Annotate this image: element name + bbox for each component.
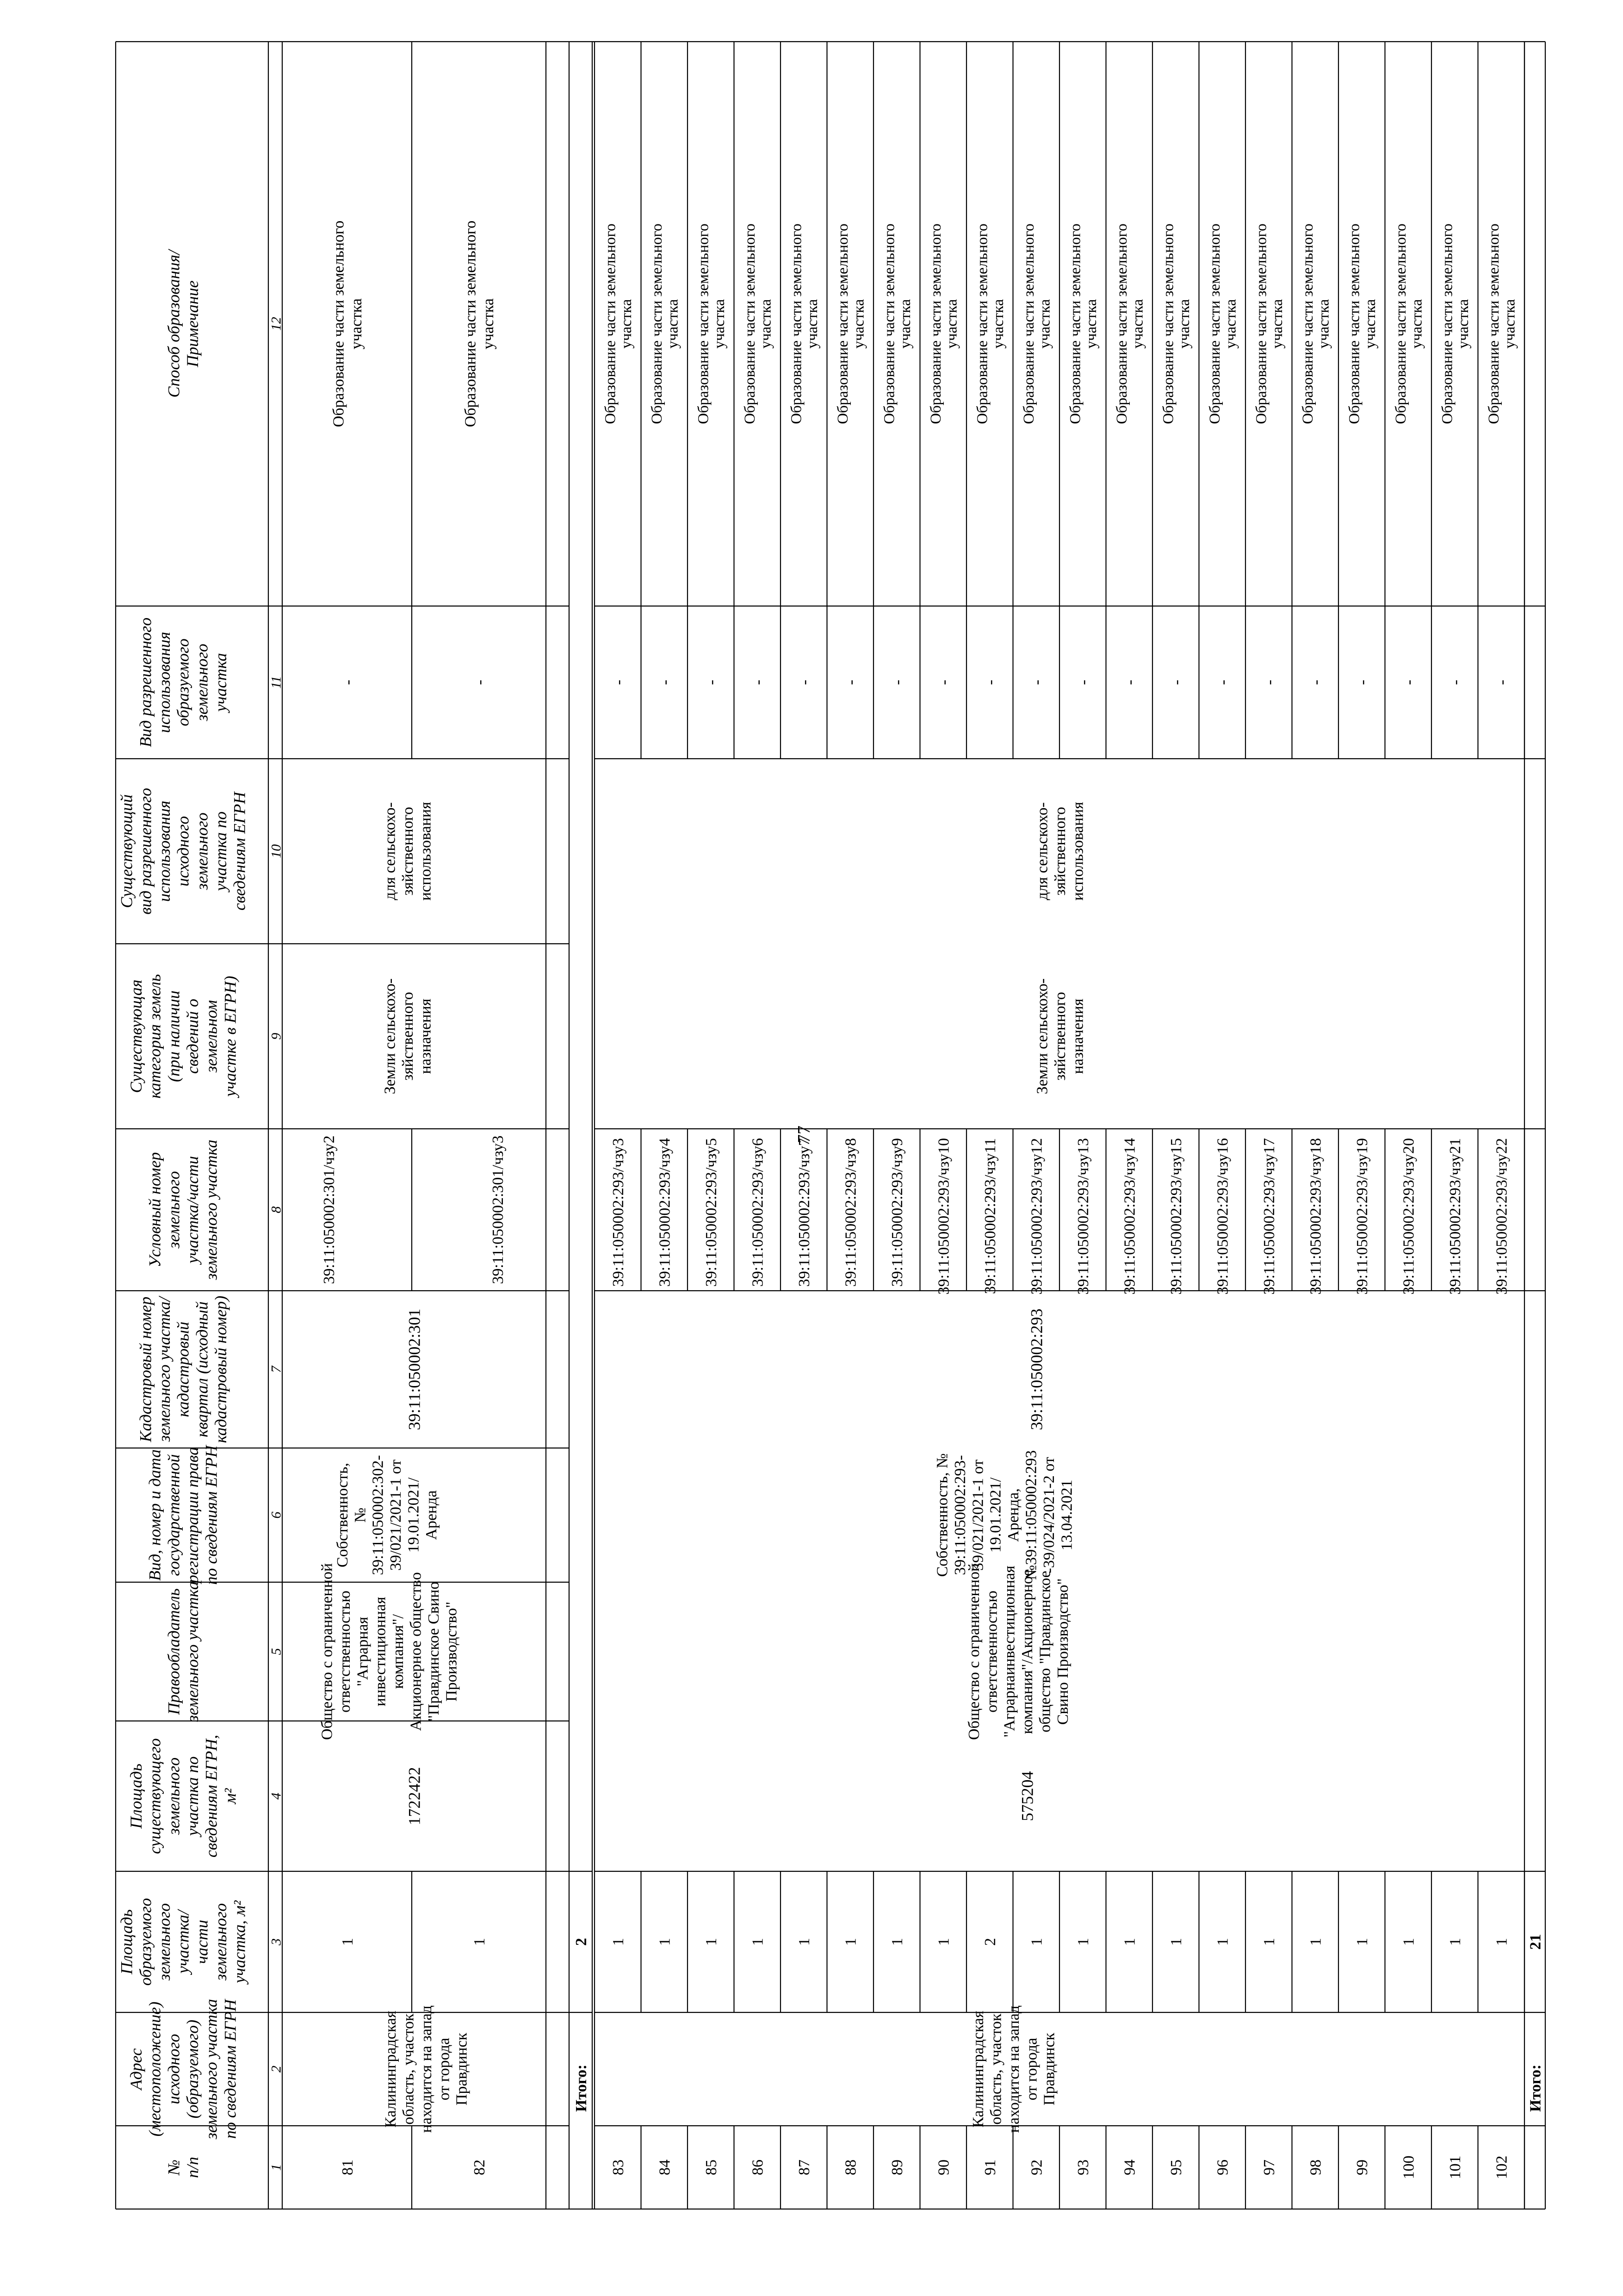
header-col-8: Условный номерземельногоучастка/частиземельного участка (145, 1139, 221, 1280)
header-col-1: №п/п (164, 2156, 202, 2178)
row-area: 1 (610, 1938, 627, 1946)
group1-total: 2 (572, 1938, 590, 1946)
col-number-9: 9 (268, 1033, 284, 1040)
row-formation-method: Образование части земельногоучастка (1485, 223, 1518, 424)
row-area: 1 (1075, 1938, 1092, 1946)
col-number-4: 4 (268, 1793, 284, 1800)
row-area: 1 (1354, 1938, 1371, 1946)
row-formation-method: Образование части земельногоучастка (1067, 223, 1100, 424)
row-area: 1 (842, 1938, 860, 1946)
group2-total-label: Итого: (1527, 2064, 1544, 2112)
row-number: 85 (703, 2160, 720, 2175)
row-permitted-use: - (1121, 680, 1139, 685)
row-area: 1 (749, 1938, 767, 1946)
row-conditional-number: 39:11:050002:293/чзу14 (1121, 1138, 1139, 1295)
row-area: 1 (935, 1938, 953, 1946)
row-area: 1 (1168, 1938, 1185, 1946)
row-formation-method: Образование части земельногоучастка (602, 223, 635, 424)
row-permitted-use: - (1261, 680, 1278, 685)
row-conditional-number: 39:11:050002:293/чзу20 (1400, 1138, 1418, 1295)
row-number: 82 (471, 2160, 488, 2175)
col-number-12: 12 (268, 317, 284, 331)
row-area: 1 (889, 1938, 906, 1946)
group2-cadastral-number: 39:11:050002:293 (1027, 1308, 1046, 1430)
row-conditional-number: 39:11:050002:293/чзу7 (796, 1138, 813, 1287)
row-area: 1 (1493, 1938, 1511, 1946)
row-formation-method: Образование части земельногоучастка (1113, 223, 1146, 424)
row-number: 101 (1447, 2155, 1464, 2179)
col-number-1: 1 (268, 2164, 284, 2171)
header-col-3: Площадьобразуемогоземельногоучастка/частиземельногоучастка, м² (117, 1898, 249, 1986)
page-number: 77 (794, 1126, 814, 1143)
row-number: 81 (339, 2160, 356, 2175)
row-formation-method: Образование части земельногоучастка (1020, 223, 1053, 424)
col-number-5: 5 (268, 1648, 284, 1655)
row-number: 100 (1400, 2155, 1418, 2179)
row-formation-method: Образование части земельногоучастка (1160, 223, 1193, 424)
row-number: 92 (1028, 2160, 1046, 2175)
header-col-2: Адрес(местоположение)исходного(образуемого)земельного участкапо сведениям ЕГРН (126, 1999, 240, 2140)
row-permitted-use: - (703, 680, 720, 685)
group1-owner: Общество с ограниченнойответственностью"Аграрнаяинвестиционнаякомпания"/Акционерное общество"Правдинское СвиноПроизводство" (318, 1563, 460, 1740)
header-col-10: Существующийвид разрешенногоиспользованияисходногоземельногоучастка посведениям ЕГРН (117, 788, 249, 915)
row-formation-method: Образование части земельногоучастка (974, 223, 1007, 424)
row-number: 98 (1307, 2160, 1325, 2175)
col-number-7: 7 (268, 1366, 284, 1373)
row-number: 89 (889, 2160, 906, 2175)
header-col-11: Вид разрешенногоиспользованияобразуемогоземельногоучастка (136, 617, 230, 748)
group1-existing-area: 1722422 (405, 1767, 424, 1826)
row-area: 1 (1400, 1938, 1418, 1946)
row-number: 90 (935, 2160, 953, 2175)
col-number-3: 3 (268, 1938, 284, 1945)
row-area: 1 (1214, 1938, 1232, 1946)
row-permitted-use: - (1168, 680, 1185, 685)
col-number-10: 10 (268, 844, 284, 858)
group1-cadastral-number: 39:11:050002:301 (405, 1308, 424, 1430)
row-conditional-number: 39:11:050002:293/чзу5 (703, 1138, 720, 1287)
header-col-6: Вид, номер и датагосударственнойрегистрации правапо сведениям ЕГРН (145, 1445, 221, 1585)
row-conditional-number: 39:11:050002:293/чзу12 (1028, 1138, 1046, 1295)
row-formation-method: Образование части земельногоучастка (881, 223, 914, 424)
row-permitted-use: - (796, 680, 813, 685)
row-permitted-use: - (842, 680, 860, 685)
row-permitted-use: - (1028, 680, 1046, 685)
row-number: 88 (842, 2160, 860, 2175)
row-conditional-number: 39:11:050002:293/чзу22 (1493, 1138, 1511, 1295)
row-formation-method: Образование части земельногоучастка (1253, 223, 1286, 424)
row-number: 99 (1354, 2160, 1371, 2175)
row-conditional-number: 39:11:050002:301/чзу2 (320, 1135, 338, 1284)
row-area: 1 (1261, 1938, 1278, 1946)
row-permitted-use: - (339, 680, 356, 685)
group1-existing-use: для сельскохо-зяйственногоиспользования (381, 802, 434, 901)
row-number: 102 (1493, 2155, 1511, 2179)
group1-land-category: Земли сельскохо-зяйственногоназначения (381, 978, 434, 1095)
row-formation-method: Образование части земельногоучастка (1392, 223, 1425, 424)
row-permitted-use: - (610, 680, 627, 685)
row-formation-method: Образование части земельногоучастка (834, 223, 867, 424)
row-area: 1 (796, 1938, 813, 1946)
col-number-2: 2 (268, 2066, 284, 2073)
row-number: 97 (1261, 2160, 1278, 2175)
group2-existing-use: для сельскохо-зяйственногоиспользования (1034, 802, 1087, 901)
row-permitted-use: - (471, 680, 488, 685)
row-formation-method: Образование части земельногоучастка (741, 223, 774, 424)
row-number: 86 (749, 2160, 767, 2175)
row-permitted-use: - (982, 680, 999, 685)
row-number: 96 (1214, 2160, 1232, 2175)
row-permitted-use: - (1307, 680, 1325, 685)
header-col-5: Правообладательземельного участка (164, 1581, 202, 1722)
group1-address: Калининградскаяобласть, участокнаходится на западот городаПравдинск (382, 2005, 471, 2133)
row-conditional-number: 39:11:050002:293/чзу3 (610, 1138, 627, 1287)
row-area: 2 (982, 1938, 999, 1946)
row-formation-method: Образование части земельногоучастка (648, 223, 681, 424)
row-area: 1 (1028, 1938, 1046, 1946)
row-number: 84 (656, 2160, 674, 2175)
group2-total: 21 (1527, 1934, 1544, 1950)
header-col-12: Способ образования/Примечание (164, 250, 202, 398)
row-conditional-number: 39:11:050002:293/чзу19 (1354, 1138, 1371, 1295)
header-col-9: Существующаякатегория земель(при наличиисведений оземельномучастке в ЕГРН) (126, 974, 240, 1099)
row-conditional-number: 39:11:050002:293/чзу6 (749, 1138, 767, 1287)
row-permitted-use: - (656, 680, 674, 685)
row-formation-method: Образование части земельногоучастка (1439, 223, 1472, 424)
row-number: 91 (982, 2160, 999, 2175)
col-number-11: 11 (268, 676, 284, 689)
group1-total-label: Итого: (572, 2064, 590, 2112)
group2-address: Калининградскаяобласть, участокнаходится на западот городаПравдинск (970, 2005, 1058, 2133)
group1-registration: Собственность,№39:11:050002:302-39/021/2021-1 от19.01.2021/Аренда (334, 1455, 440, 1575)
row-conditional-number: 39:11:050002:293/чзу21 (1447, 1138, 1464, 1295)
group2-existing-area: 575204 (1018, 1771, 1037, 1821)
row-area: 1 (1121, 1938, 1139, 1946)
group2-land-category: Земли сельскохо-зяйственногоназначения (1034, 978, 1087, 1095)
row-number: 93 (1075, 2160, 1092, 2175)
row-formation-method: Образование части земельногоучастка (1206, 223, 1239, 424)
row-number: 95 (1168, 2160, 1185, 2175)
row-conditional-number: 39:11:050002:293/чзу11 (982, 1138, 999, 1294)
row-conditional-number: 39:11:050002:293/чзу15 (1168, 1138, 1185, 1295)
row-conditional-number: 39:11:050002:293/чзу13 (1075, 1138, 1092, 1295)
row-conditional-number: 39:11:050002:301/чзу3 (489, 1135, 507, 1284)
row-area: 1 (339, 1938, 356, 1946)
row-conditional-number: 39:11:050002:293/чзу17 (1261, 1138, 1278, 1295)
row-formation-method: Образование части земельногоучастка (788, 223, 821, 424)
row-conditional-number: 39:11:050002:293/чзу18 (1307, 1138, 1325, 1295)
land-plot-table (116, 42, 1545, 2209)
row-area: 1 (703, 1938, 720, 1946)
row-area: 1 (656, 1938, 674, 1946)
row-formation-method: Образование части земельногоучастка (1346, 223, 1379, 424)
row-area: 1 (1447, 1938, 1464, 1946)
header-col-4: Площадьсуществующегоземельногоучастка посведениям ЕГРН,м² (126, 1734, 240, 1858)
row-permitted-use: - (749, 680, 767, 685)
row-permitted-use: - (1447, 680, 1464, 685)
col-number-6: 6 (268, 1511, 284, 1519)
group2-registration: Собственность, №39:11:050002:293-39/021/2021-1 от19.01.2021/Аренда,№39:11:050002:293-39/024/2021-2 от13.04.2021 (934, 1450, 1076, 1580)
row-permitted-use: - (935, 680, 953, 685)
row-permitted-use: - (1400, 680, 1418, 685)
row-conditional-number: 39:11:050002:293/чзу4 (656, 1138, 674, 1287)
row-formation-method: Образование части земельногоучастка (462, 220, 497, 427)
row-formation-method: Образование части земельногоучастка (330, 220, 365, 427)
row-number: 83 (610, 2160, 627, 2175)
row-permitted-use: - (1214, 680, 1232, 685)
row-permitted-use: - (1493, 680, 1511, 685)
row-conditional-number: 39:11:050002:293/чзу9 (889, 1138, 906, 1287)
row-conditional-number: 39:11:050002:293/чзу8 (842, 1138, 860, 1287)
row-area: 1 (471, 1938, 488, 1946)
col-number-8: 8 (268, 1206, 284, 1213)
row-formation-method: Образование части земельногоучастка (927, 223, 960, 424)
row-formation-method: Образование части земельногоучастка (695, 223, 728, 424)
row-permitted-use: - (1075, 680, 1092, 685)
row-number: 94 (1121, 2160, 1139, 2175)
row-permitted-use: - (889, 680, 906, 685)
row-permitted-use: - (1354, 680, 1371, 685)
row-formation-method: Образование части земельногоучастка (1299, 223, 1332, 424)
row-number: 87 (796, 2160, 813, 2175)
header-col-7: Кадастровый номерземельного участка/кадастровыйквартал (исходныйкадастровый номер) (136, 1295, 230, 1443)
row-area: 1 (1307, 1938, 1325, 1946)
row-conditional-number: 39:11:050002:293/чзу10 (935, 1138, 953, 1295)
row-conditional-number: 39:11:050002:293/чзу16 (1214, 1138, 1232, 1295)
group2-owner: Общество с ограниченнойответственностью"Аграрнаинвестиционнаякомпания"/Акционерноеобщество "ПравдинскоеСвино Производство" (965, 1563, 1072, 1740)
